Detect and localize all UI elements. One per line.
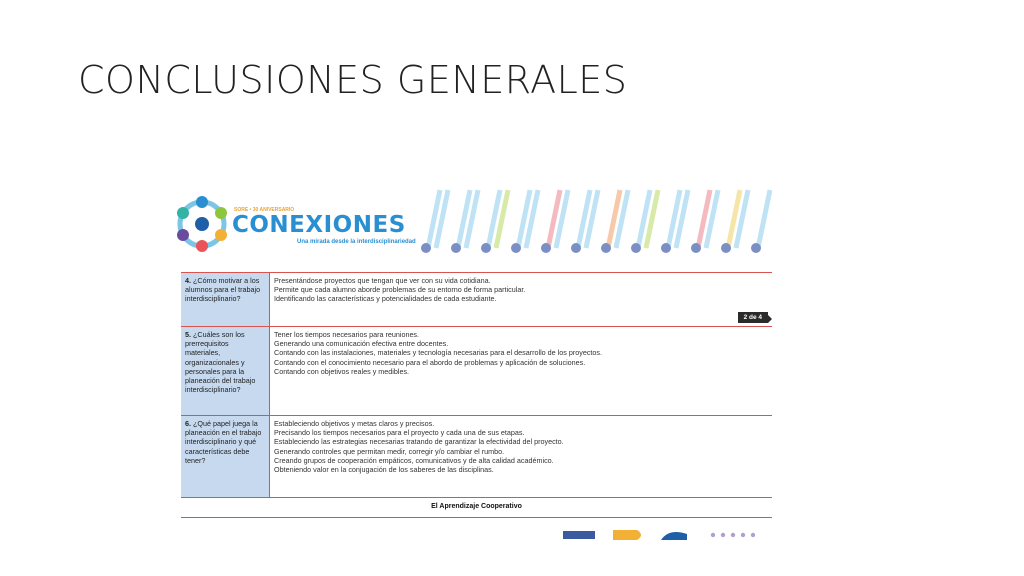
answer-line: Estableciendo objetivos y metas claros y precisos.	[274, 419, 435, 428]
question-text: ¿Cuáles son los prerrequisitos materiales, organizacionales y personales para la planeación del trabajo interdisciplinario?	[185, 330, 256, 395]
brand-subtitle: Una mirada desde la interdisciplinariedad	[297, 239, 416, 245]
answer-line: Identificando las características y potencialidades de cada estudiante.	[274, 294, 497, 304]
question-number: 6.	[185, 419, 191, 428]
page-indicator-badge: 2 de 4	[738, 312, 768, 323]
answer-line: Generando una comunicación efectiva entre docentes.	[274, 339, 449, 349]
question-cell	[181, 273, 270, 327]
question-text: ¿Qué papel juega la planeación en el trabajo interdisciplinario y qué características debe tener?	[185, 419, 262, 465]
question-cell	[181, 327, 270, 416]
question-text: ¿Cómo motivar a los alumnos para el trabajo interdisciplinario?	[185, 276, 261, 304]
question-cell	[181, 416, 270, 498]
questions-table	[181, 272, 772, 498]
anniversary-tag: SORE • 30 ANIVERSARIO	[234, 207, 295, 213]
table-row	[181, 273, 772, 327]
answer-line: Contando con objetivos reales y medibles.	[274, 366, 410, 376]
decorative-stripes-icon	[418, 188, 772, 258]
brand-name: CONEXIONES	[232, 212, 406, 238]
table-row	[181, 327, 772, 416]
answer-line: Permite que cada alumno aborde problemas de su entorno de forma particular.	[274, 285, 526, 295]
document-image	[168, 188, 772, 540]
answer-line: Estableciendo las estrategias necesarias tratando de garantizar la efectividad del proyecto.	[274, 437, 564, 447]
answer-line: Contando con el conocimiento necesario para el abordo de problemas y aplicación de soluciones.	[274, 357, 586, 367]
answer-line: Creando grupos de cooperación empáticos, comunicativos y de alta calidad académico.	[274, 455, 554, 465]
partner-logos-icon	[563, 528, 772, 540]
answer-line: Generando controles que permitan medir, corregir y/o cambiar el rumbo.	[274, 446, 505, 456]
answer-line: Presentándose proyectos que tengan que ver con su vida cotidiana.	[274, 276, 491, 285]
answer-cell	[270, 273, 773, 327]
answer-line: Precisando los tiempos necesarios para el proyecto y cada una de sus etapas.	[274, 428, 525, 438]
conexiones-logo-icon	[172, 194, 232, 254]
section-footer-title: El Aprendizaje Cooperativo	[181, 499, 772, 518]
answer-line: Contando con las instalaciones, materiales y tecnología necesarias para el desarrollo de los proyectos.	[274, 348, 603, 358]
answer-line: Obteniendo valor en la conjugación de los saberes de las disciplinas.	[274, 465, 494, 475]
table-row	[181, 416, 772, 498]
answer-cell	[270, 416, 773, 498]
question-number: 4.	[185, 276, 191, 285]
answer-cell	[270, 327, 773, 416]
answer-line: Tener los tiempos necesarios para reuniones.	[274, 330, 420, 339]
question-number: 5.	[185, 330, 191, 339]
slide-title: CONCLUSIONES GENERALES	[78, 58, 628, 102]
